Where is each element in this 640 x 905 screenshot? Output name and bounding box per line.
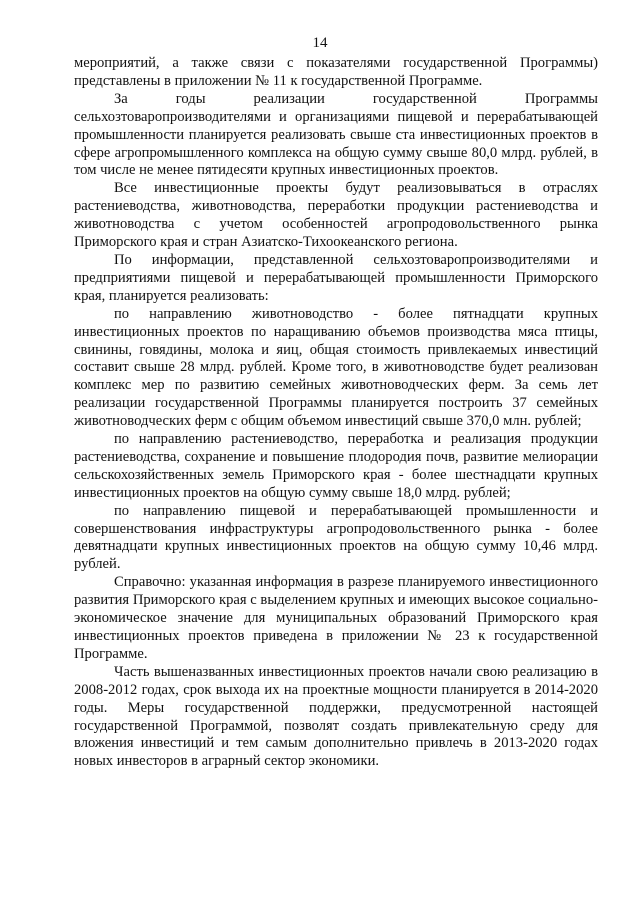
paragraph-livestock: по направлению животноводство - более пятнадцати крупных инвестиционных проектов по наращиванию объемов производства мяса птицы, свинины, говядины, молока и яиц, общая стоимость привлекаемых инвестиций составит свыше 28 млрд. рублей. Кроме того, в животноводстве будет реализован комплекс мер по развитию семейных животноводческих ферм. За семь лет реализации государственной Программы планируется построить 37 семейных животноводческих ферм с общим объемом инвестиций свыше 370,0 млн. рублей;: [74, 305, 598, 430]
paragraph-implementation-timeline: Часть вышеназванных инвестиционных проектов начали свою реализацию в 2008-2012 годах, срок выхода их на проектные мощности планируется в 2014-2020 годы. Меры государственной поддержки, предусмотренной настоящей государственной Программой, позволят создать привлекательную среду для вложения инвестиций и тем самым дополнительно привлечь в 2013-2020 годах новых инвесторов в аграрный сектор экономики.: [74, 663, 598, 770]
paragraph-continuation: мероприятий, а также связи с показателями государственной Программы) представлены в приложении № 11 к государственной Программе.: [74, 55, 598, 89]
paragraph-food-processing: по направлению пищевой и перерабатывающей промышленности и совершенствования инфраструктуры агропродовольственного рынка - более девятнадцати крупных инвестиционных проектов на общую сумму 10,46 млрд. рублей.: [74, 502, 598, 573]
document-body: [74, 55, 598, 771]
paragraph-sectors: Все инвестиционные проекты будут реализовываться в отраслях растениеводства, животноводства, переработки продукции растениеводства и животноводства с учетом особенностей агропродовольственного рынка Приморского края и стран Азиатско-Тихоокеанского региона.: [74, 180, 598, 251]
page-number: 14: [312, 35, 328, 51]
paragraph-crop-production: по направлению растениеводство, переработка и реализация продукции растениеводства, сохранение и повышение плодородия почв, развитие мелиорации сельскохозяйственных земель Приморского края - более шестнадцати крупных инвестиционных проектов на общую сумму свыше 18,0 млрд. рублей;: [74, 431, 598, 501]
paragraph-investment-projects: За годы реализации государственной Программы сельхозтоваропроизводителями и организациями пищевой и перерабатывающей промышленности планируется реализовать свыше ста инвестиционных проектов в сфере агропромышленного комплекса на общую сумму свыше 80,0 млрд. рублей, в том числе не менее пятидесяти крупных инвестиционных проектов.: [74, 90, 598, 179]
paragraph-reference-note: Справочно: указанная информация в разрезе планируемого инвестиционного развития Приморского края с выделением крупных и имеющих высокое социально-экономическое значение для муниципальных образований Приморского края инвестиционных проектов приведена в приложении № 23 к государственной Программе.: [74, 574, 598, 662]
paragraph-planned-intro: По информации, представленной сельхозтоваропроизводителями и предприятиями пищевой и перерабатывающей промышленности Приморского края, планируется реализовать:: [74, 251, 598, 304]
